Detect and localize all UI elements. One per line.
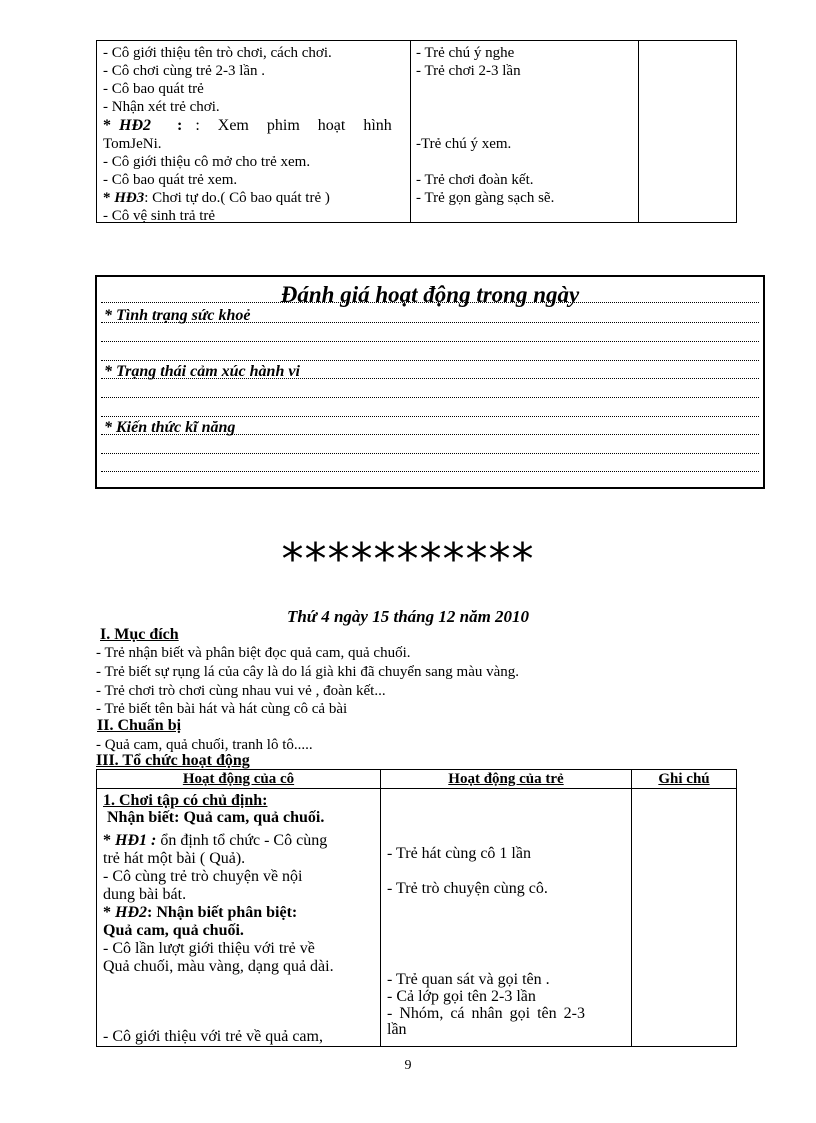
evaluation-item-emotion: * Trạng thái cảm xúc hành vi: [104, 363, 300, 380]
activity-label: HĐ1 :: [115, 832, 157, 849]
dotted-line: [101, 416, 759, 417]
text-line: - Cô giới thiệu cô mở cho trẻ xem.: [103, 154, 311, 170]
lesson-activity-table: [96, 769, 737, 1047]
text-line: dung bài bát.: [103, 886, 187, 903]
daily-evaluation-box: [95, 275, 765, 489]
text-line: * HĐ3: Chơi tự do.( Cô bao quát trẻ ): [103, 190, 330, 206]
text-line: Quả cam, quả chuối.: [103, 922, 244, 939]
star-divider: ***********: [281, 534, 535, 585]
evaluation-item-skills: * Kiến thức kĩ năng: [104, 419, 236, 436]
text-line: - Trẻ hát cùng cô 1 lần: [387, 845, 531, 862]
text-line: - Nhận xét trẻ chơi.: [103, 99, 220, 115]
purpose-line: - Trẻ biết sự rụng lá của cây là do lá già khi đã chuyển sang màu vàng.: [96, 664, 520, 680]
section-heading-purpose: I. Mục đích: [100, 626, 179, 643]
header-child-activity: Hoạt động của trẻ: [381, 770, 632, 789]
text-line: - Trẻ gọn gàng sạch sẽ.: [416, 190, 555, 206]
text-line: - Cô bao quát trẻ: [103, 81, 204, 97]
child-activity-cell: [411, 41, 639, 223]
dotted-line: [101, 341, 759, 342]
text-line: - Trẻ chơi đoàn kết.: [416, 172, 534, 188]
text-line: * HĐ2 : : Xem phim hoạt hình: [103, 117, 392, 134]
text-line: * HĐ2: Nhận biết phân biệt:: [103, 904, 298, 921]
preparation-line: - Quả cam, quả chuối, tranh lô tô.....: [96, 737, 313, 753]
child-activity-cell: [381, 789, 632, 1047]
activity-label: HĐ3: [114, 190, 145, 206]
teacher-activity-cell: [97, 789, 381, 1047]
dotted-line: [101, 360, 759, 361]
dotted-line: [101, 434, 759, 435]
dotted-line: [101, 453, 759, 454]
purpose-line: - Trẻ chơi trò chơi cùng nhau vui vẻ , đoàn kết...: [96, 683, 386, 699]
text-line: -Trẻ chú ý xem.: [416, 136, 512, 152]
lesson-date: Thứ 4 ngày 15 tháng 12 năm 2010: [286, 607, 530, 626]
dotted-line: [101, 397, 759, 398]
text-line: - Trẻ quan sát và gọi tên .: [387, 971, 550, 988]
purpose-line: - Trẻ nhận biết và phân biệt đọc quả cam, quả chuối.: [96, 645, 411, 661]
text-line: - Cô vệ sinh trả trẻ: [103, 208, 216, 222]
text-line: TomJeNi.: [103, 136, 162, 152]
notes-cell: [639, 41, 737, 223]
top-activity-table: [96, 40, 737, 223]
text-line: * HĐ1 : ổn định tổ chức - Cô cùng: [103, 832, 328, 849]
page-number: 9: [404, 1058, 412, 1073]
evaluation-title: Đánh giá hoạt động trong ngày: [280, 282, 580, 307]
dotted-line: [101, 471, 759, 472]
text-line: - Trẻ trò chuyện cùng cô.: [387, 880, 548, 897]
dotted-line: [101, 378, 759, 379]
header-teacher-activity: Hoạt động của cô: [97, 770, 381, 789]
text-line: - Cô giới thiệu tên trò chơi, cách chơi.: [103, 45, 332, 61]
activity-label: HĐ2: [115, 904, 147, 921]
text-line: - Cô chơi cùng trẻ 2-3 lần .: [103, 63, 266, 79]
purpose-line: - Trẻ biết tên bài hát và hát cùng cô cả bài: [96, 701, 348, 717]
header-notes: Ghi chú: [632, 770, 737, 789]
dotted-line: [101, 322, 759, 323]
evaluation-item-health: * Tình trạng sức khoẻ: [104, 307, 251, 324]
lesson-topic: Nhận biết: Quả cam, quả chuối.: [107, 809, 325, 826]
notes-cell: [632, 789, 737, 1047]
section-heading-organization: III. Tổ chức hoạt động: [96, 752, 250, 769]
section-heading-preparation: II. Chuẩn bị: [97, 717, 182, 734]
dotted-line: [101, 302, 759, 303]
text-line: - Cô giới thiệu với trẻ về quả cam,: [103, 1028, 323, 1045]
text-line: - Trẻ chú ý nghe: [416, 45, 515, 61]
text-line: - Trẻ chơi 2-3 lần: [416, 63, 521, 79]
text-line: - Cô cùng trẻ trò chuyện về nội: [103, 868, 303, 885]
text-line: - Cô bao quát trẻ xem.: [103, 172, 238, 188]
text-line: - Cô lần lượt giới thiệu với trẻ về: [103, 940, 315, 957]
text-line: trẻ hát một bài ( Quả).: [103, 850, 246, 867]
activity-label: HĐ2: [119, 117, 151, 134]
text-line: lần: [387, 1021, 407, 1038]
text-line: - Nhóm, cá nhân gọi tên 2-3: [387, 1005, 585, 1022]
text-line: - Cả lớp gọi tên 2-3 lần: [387, 988, 536, 1005]
teacher-activity-cell: [97, 41, 411, 223]
text-line: Quả chuối, màu vàng, dạng quả dài.: [103, 958, 334, 975]
lesson-subheading: 1. Chơi tập có chủ định:: [103, 792, 268, 809]
